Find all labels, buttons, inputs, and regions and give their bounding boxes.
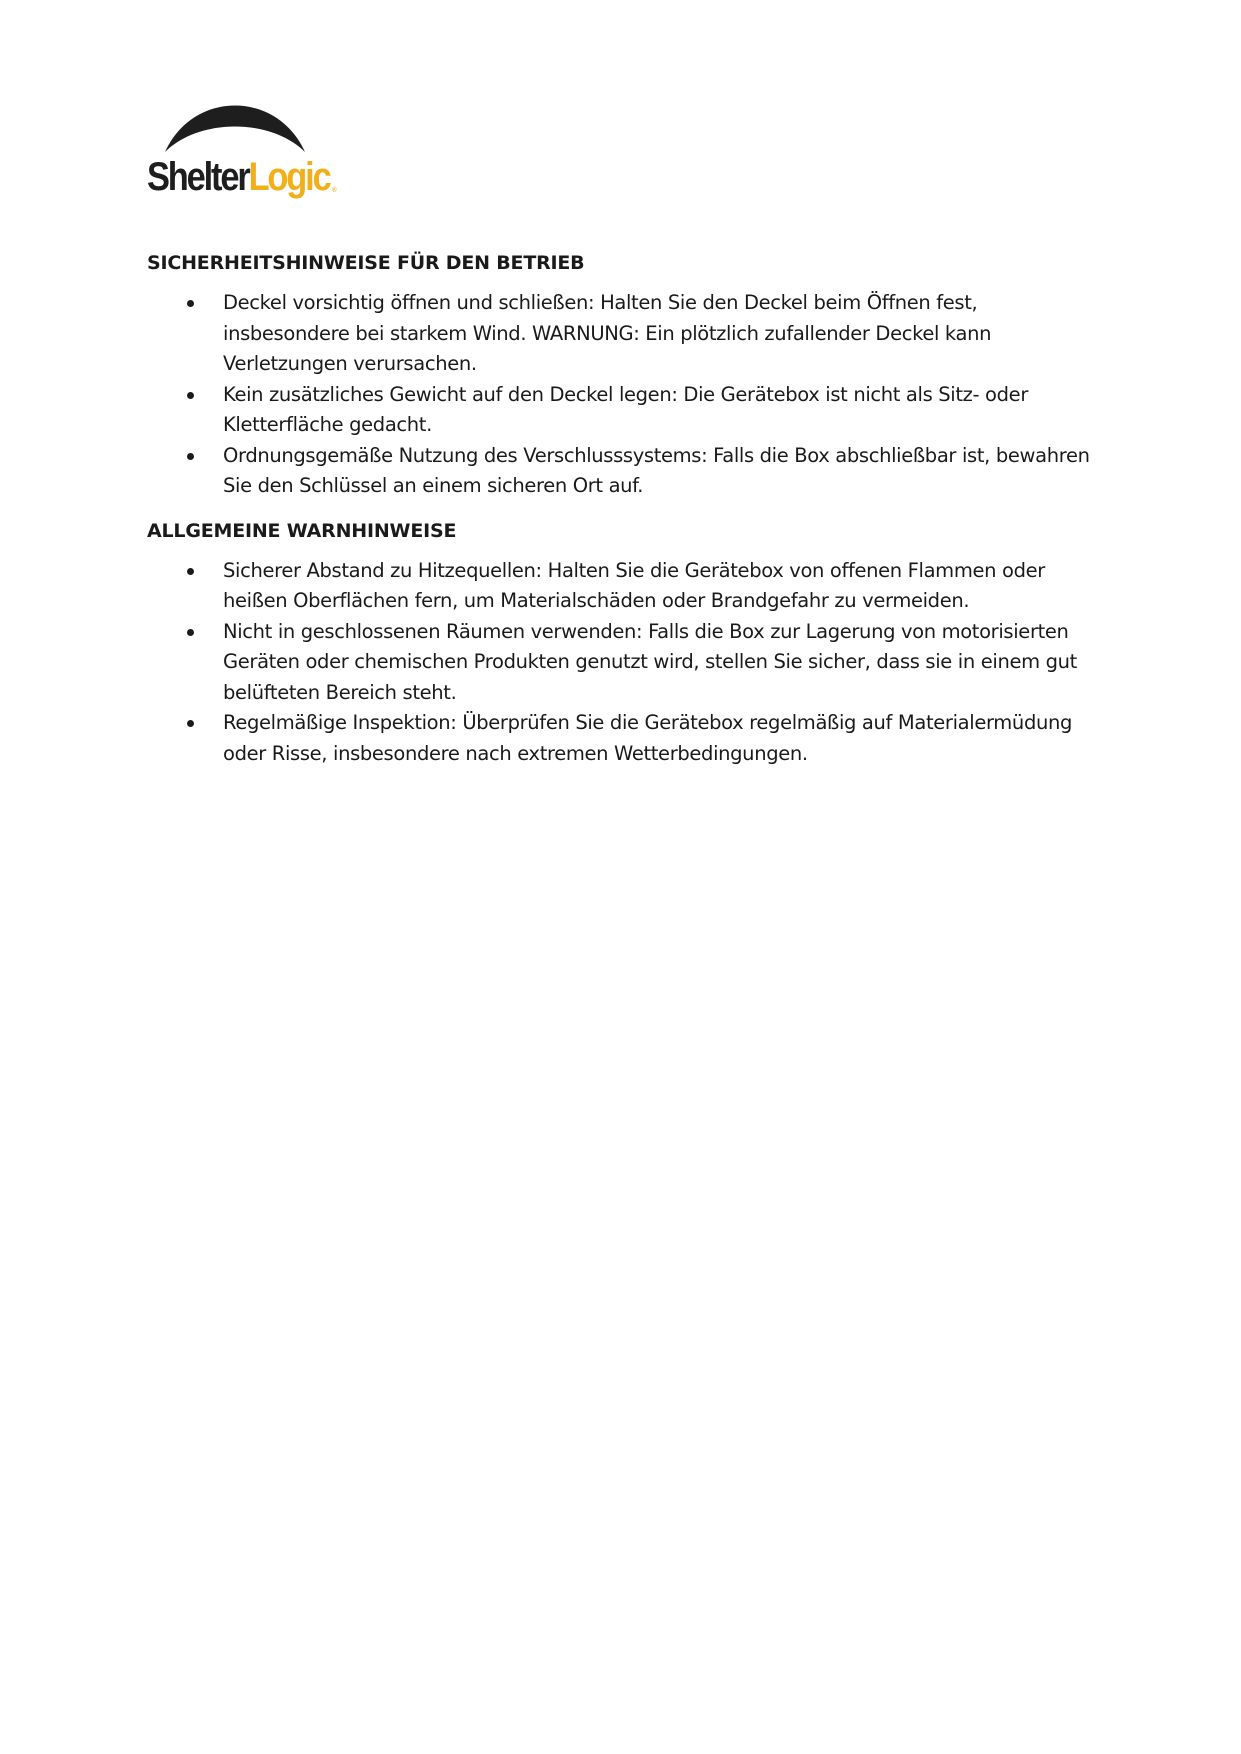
list-item [147,380,1097,441]
list-item-text: Nicht in geschlossenen Räumen verwenden: Falls die Box zur Lagerung von motorisierten Geräten oder chemischen Produkten genutzt wird, stellen Sie sicher, dass sie in einem gut belüfteten Bereich steht. [223,619,1077,704]
list-item-text: Ordnungsgemäße Nutzung des Verschlusssystems: Falls die Box abschließbar ist, bewahren Sie den Schlüssel an einem sicheren Ort auf. [223,443,1090,497]
general-warnings-list [147,556,1097,770]
list-item-text: Kein zusätzliches Gewicht auf den Deckel legen: Die Gerätebox ist nicht als Sitz- oder Kletterfläche gedacht. [223,382,1028,436]
section-heading-general-warnings: ALLGEMEINE WARNHINWEISE [147,519,457,542]
shelter-arch-icon [165,102,305,154]
logo-text-logic: Logic [248,155,330,199]
registered-mark: ® [332,187,337,194]
document-body [147,248,1097,783]
bullet-icon [187,629,194,636]
bullet-icon [187,568,194,575]
list-item-text: Sicherer Abstand zu Hitzequellen: Halten Sie die Gerätebox von offenen Flammen oder heißen Oberflächen fern, um Materialschäden oder Brandgefahr zu vermeiden. [223,558,1045,612]
operation-safety-list [147,288,1097,502]
bullet-icon [187,300,194,307]
bullet-icon [187,720,194,727]
bullet-icon [187,392,194,399]
shelterlogic-logo [147,102,337,206]
list-item [147,708,1097,769]
list-item [147,441,1097,502]
list-item-text: Regelmäßige Inspektion: Überprüfen Sie die Gerätebox regelmäßig auf Materialermüdung oder Risse, insbesondere nach extremen Wetterbedingungen. [223,711,1073,765]
list-item [147,617,1097,709]
logo-wordmark [147,154,337,200]
logo-text-shelter: Shelter [147,155,249,199]
bullet-icon [187,453,194,460]
section-heading-operation-safety: SICHERHEITSHINWEISE FÜR DEN BETRIEB [147,252,585,274]
list-item-text: Deckel vorsichtig öffnen und schließen: Halten Sie den Deckel beim Öffnen fest, insbesondere bei starkem Wind. WARNUNG: Ein plötzlich zufallender Deckel kann Verletzungen verursachen. [223,291,992,375]
list-item [147,556,1097,617]
list-item [147,288,1097,380]
